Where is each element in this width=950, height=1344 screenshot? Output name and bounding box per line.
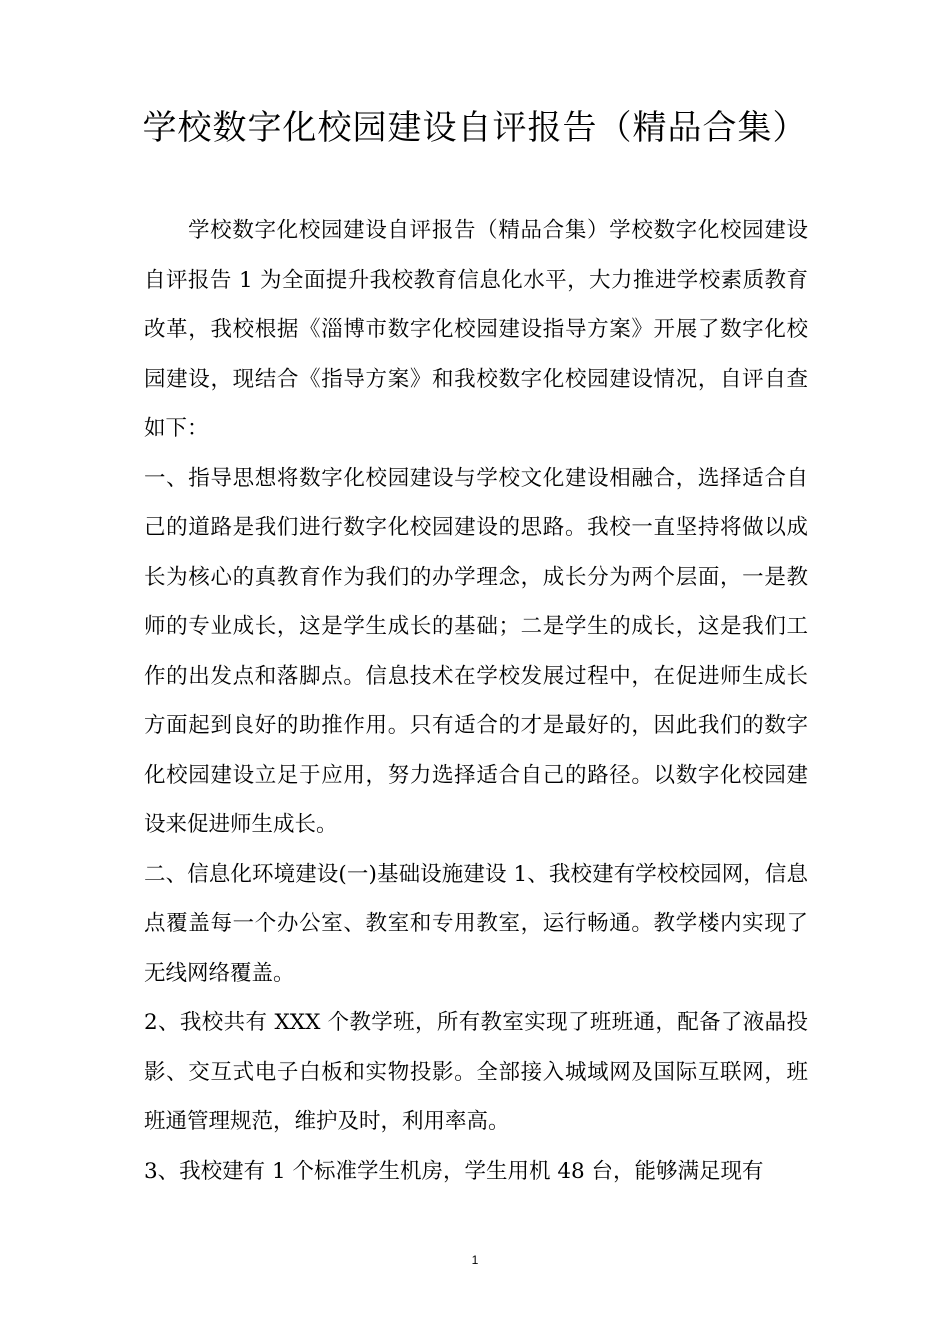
paragraph-classrooms: 2、我校共有 XXX 个教学班，所有教室实现了班班通，配备了液晶投影、交互式电子白板和实物投影。全部接入城域网及国际互联网，班班通管理规范，维护及时，利用率高。 — [144, 1010, 808, 1134]
page-number: 1 — [471, 1253, 479, 1267]
document-title: 学校数字化校园建设自评报告（精品合集） — [142, 108, 808, 148]
paragraph-intro: 学校数字化校园建设自评报告（精品合集）学校数字化校园建设自评报告 1 为全面提升我校教育信息化水平，大力推进学校素质教育改革，我校根据《淄博市数字化校园建设指导方案》开展了数字化校园建设，现结合《指导方案》和我校数字化校园建设情况，自评自查如下： — [144, 218, 808, 441]
document-body — [144, 206, 808, 1196]
paragraph-infrastructure: 二、信息化环境建设(一)基础设施建设 1、我校建有学校校园网，信息点覆盖每一个办公室、教室和专用教室，运行畅通。教学楼内实现了无线网络覆盖。 — [144, 861, 808, 986]
paragraph-computer-lab: 3、我校建有 1 个标准学生机房，学生用机 48 台，能够满足现有 — [144, 1158, 764, 1184]
paragraph-guiding-ideology: 一、指导思想将数字化校园建设与学校文化建设相融合，选择适合自己的道路是我们进行数字化校园建设的思路。我校一直坚持将做以成长为核心的真教育作为我们的办学理念，成长分为两个层面，一是教师的专业成长，这是学生成长的基础；二是学生的成长，这是我们工作的出发点和落脚点。信息技术在学校发展过程中，在促进师生成长方面起到良好的助推作用。只有适合的才是最好的，因此我们的数字化校园建设立足于应用，努力选择适合自己的路径。以数字化校园建设来促进师生成长。 — [144, 465, 808, 837]
